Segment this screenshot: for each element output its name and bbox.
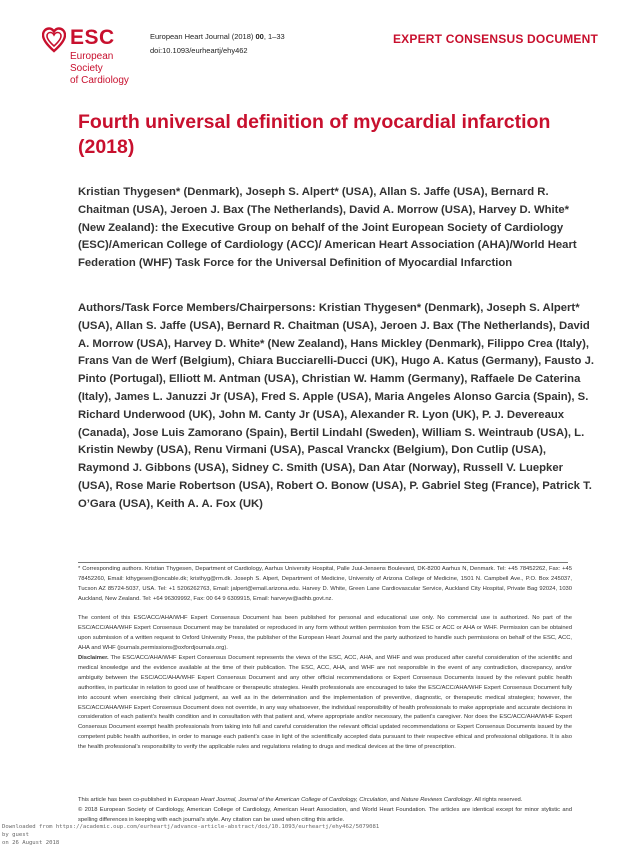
- logo-organization-name: [70, 51, 142, 87]
- copublication-footnote: [78, 796, 572, 826]
- disclaimer-footnote: [78, 654, 572, 753]
- copub-and: and: [388, 797, 402, 803]
- download-watermark: [2, 824, 379, 847]
- disclaimer-label: Disclaimer.: [78, 655, 109, 661]
- article-title: Fourth universal definition of myocardial infarction (2018): [78, 111, 551, 158]
- corresponding-authors-footnote: * Corresponding authors. Kristian Thygesen, Department of Cardiology, Aarhus University Hospital, Palle Juul-Jensens Boulevard, DK-8200 Aarhus N, Denmark. Tel: +45 78452262, Fax: +45 78452260, Email: kthygesen@oncable.dk; kristhyg@rm.dk. Joseph S. Alpert, Department of Medicine, University of Arizona College of Medicine, 1501 N. Campbell Ave., P.O. Box 245037, Tucson AZ 85724-5037, USA. Tel: +1 5206262763, Email: jalpert@email.arizona.edu. Harvey D. White, Green Lane Cardiovascular Service, Auckland City Hospital, Private Bag 92024, 1030 Auckland, New Zealand. Tel: +64 96309992, Fax: 00 64 9 6309915, Email: harveyw@adhb.govt.nz.: [78, 566, 572, 602]
- copub-journals: European Heart Journal, Journal of the American College of Cardiology, Circulation,: [173, 797, 389, 803]
- copyright-notice: © 2018 European Society of Cardiology, American College of Cardiology, American Heart Association, and World Heart Foundation. The articles are identical except for minor stylistic and spelling differences in keeping with each journal’s style. Any citation can be used when citing this article.: [78, 806, 572, 823]
- logo-org-line1: European Society: [70, 51, 114, 74]
- copub-suffix: . All rights reserved.: [471, 797, 523, 803]
- logo-abbreviation: ESC: [70, 26, 115, 49]
- citation-line: [150, 30, 285, 44]
- esc-logo: [42, 26, 142, 86]
- document-type-label: EXPERT CONSENSUS DOCUMENT: [392, 32, 598, 46]
- heart-logo-icon: [42, 27, 66, 53]
- download-source-line: Downloaded from https://academic.oup.com/eurheartj/advance-article-abstract/doi/10.1093/eurheartj/ehy462/5079081: [2, 824, 380, 830]
- copub-last-journal: Nature Reviews Cardiology: [401, 797, 472, 803]
- citation-journal: European Heart Journal (2018): [150, 32, 256, 41]
- download-user-line: by guest: [2, 831, 29, 838]
- disclaimer-text: The ESC/ACC/AHA/WHF Expert Consensus Document represents the views of the ESC, ACC, AHA, and WHF and was produced after careful consideration of the scientific and medical knowledge and the evidence available at the time of their publication. The ESC, ACC, AHA, and WHF are not responsible in the event of any contradiction, discrepancy, and/or ambiguity between the ESC/ACC/AHA/WHF Expert Consensus Document and any other official recommendations or Expert Consensus Documents issued by the relevant public health authorities, in particular in relation to good use of healthcare or therapeutic strategies. Health professionals are encouraged to take the ESC/ACC/AHA/WHF Expert Consensus Document fully into account when exercising their clinical judgment, as well as in the determination and the implementation of preventive, diagnostic, or therapeutic medical strategies; however, the ESC/ACC/AHA/WHF Expert Consensus Document does not override, in any way whatsoever, the individual responsibility of health professionals to make appropriate and accurate decisions in consideration of each patient’s health condition and in consultation with that patient and, where appropriate and/or necessary, the patient’s caregiver. Nor does the ESC/ACC/AHA/WHF Expert Consensus Document exempt health professionals from taking into full and careful consideration the relevant official updated recommendations or Expert Consensus Documents issued by the competent public health authorities, in order to manage each patient’s case in light of the scientifically accepted data pursuant to their respective ethical and professional obligations. It is also the health professional’s responsibility to verify the applicable rules and regulations relating to drugs and medical devices at the time of prescription.: [78, 655, 572, 751]
- citation-issue: 00: [255, 32, 264, 41]
- footnote-divider: [78, 562, 568, 563]
- download-date-line: on 26 August 2018: [2, 839, 60, 846]
- doi: doi:10.1093/eurheartj/ehy462: [150, 46, 248, 55]
- logo-org-line2: of Cardiology: [70, 75, 129, 86]
- journal-citation: [150, 30, 285, 58]
- task-force-members: Authors/Task Force Members/Chairpersons: Kristian Thygesen* (Denmark), Joseph S. Alpert* (USA), Allan S. Jaffe (USA), Bernard R. Chaitman (USA), Jeroen J. Bax (The Netherlands), David A. Morrow (USA), Harvey D. White* (New Zealand), Hans Mickley (Denmark), Filippo Crea (Italy), Frans Van de Werf (Belgium), Chiara Bucciarelli-Ducci (UK), Hugo A. Katus (Germany), Fausto J. Pinto (Portugal), Elliott M. Antman (USA), Christian W. Hamm (Germany), Raffaele De Caterina (Italy), James L. Januzzi Jr (USA), Fred S. Apple (USA), Maria Angeles Alonso Garcia (Spain), S. Richard Underwood (UK), John M. Canty Jr (USA), Alexander R. Lyon (UK), P. J. Devereaux (Canada), Jose Luis Zamorano (Spain), Bertil Lindahl (Sweden), William S. Weintraub (USA), L. Kristin Newby (USA), Renu Virmani (USA), Pascal Vranckx (Belgium), Don Cutlip (USA), Raymond J. Gibbons (USA), Sidney C. Smith (USA), Dan Atar (Norway), Russell V. Luepker (USA), Rose Marie Robertson (USA), Robert O. Bonow (USA), P. Gabriel Steg (France), Patrick T. O’Gara (USA), Keith A. A. Fox (UK): [78, 302, 594, 510]
- copub-prefix: This article has been co-published in: [78, 797, 174, 803]
- copublication-line: [78, 796, 572, 806]
- citation-pages: , 1–33: [263, 32, 285, 41]
- content-permission-footnote: The content of this ESC/ACC/AHA/WHF Expert Consensus Document has been published for personal and educational use only. No commercial use is authorized. No part of the ESC/ACC/AHA/WHF Expert Consensus Document may be translated or reproduced in any form without written permission from the ESC or ACC or AHA or WHF. Permission can be obtained upon submission of a written request to Oxford University Press, the publisher of the European Heart Journal and the party authorized to handle such permissions on behalf of the ESC, ACC, AHA and WHF (journals.permissions@oxfordjournals.org).: [78, 615, 572, 651]
- executive-group-authors: Kristian Thygesen* (Denmark), Joseph S. Alpert* (USA), Allan S. Jaffe (USA), Bernard R. Chaitman (USA), Jeroen J. Bax (The Netherlands), David A. Morrow (USA), Harvey D. White* (New Zealand): the Executive Group on behalf of the Joint European Society of Cardiology (ESC)/American College of Cardiology (ACC)/ American Heart Association (AHA)/World Heart Federation (WHF) Task Force for the Universal Definition of Myocardial Infarction: [78, 186, 577, 270]
